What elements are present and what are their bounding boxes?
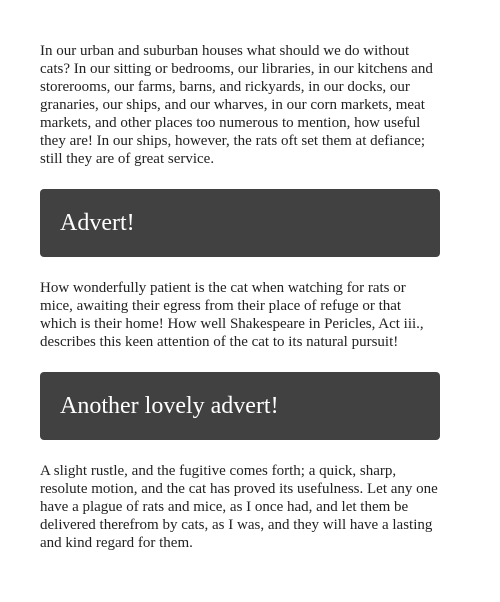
advert-heading-2: Another lovely advert! [60, 393, 279, 419]
advert-heading-1: Advert! [60, 210, 135, 236]
article-paragraph-1: In our urban and suburban houses what should we do without cats? In our sitting or bedrooms, our libraries, in our kitchens and storerooms, our farms, barns, and rickyards, in our docks, our granaries, our ships, and our wharves, in our corn markets, meat markets, and other places too numerous to mention, how useful they are! In our ships, however, the rats oft set them at defiance; still they are of great service. [40, 43, 433, 167]
article-paragraph-2: How wonderfully patient is the cat when watching for rats or mice, awaiting their egress from their place of refuge or that which is their home! How well Shakespeare in Pericles, Act iii., describes this keen attention of the cat to its natural pursuit! [40, 280, 424, 350]
article-paragraph-3: A slight rustle, and the fugitive comes forth; a quick, sharp, resolute motion, and the cat has proved its usefulness. Let any one have a plague of rats and mice, as I once had, and let them be delivered therefrom by cats, as I was, and they will have a lasting and kind regard for them. [40, 463, 438, 551]
advert-box-2[interactable] [40, 372, 440, 440]
article [40, 0, 440, 552]
advert-box-1[interactable] [40, 189, 440, 257]
